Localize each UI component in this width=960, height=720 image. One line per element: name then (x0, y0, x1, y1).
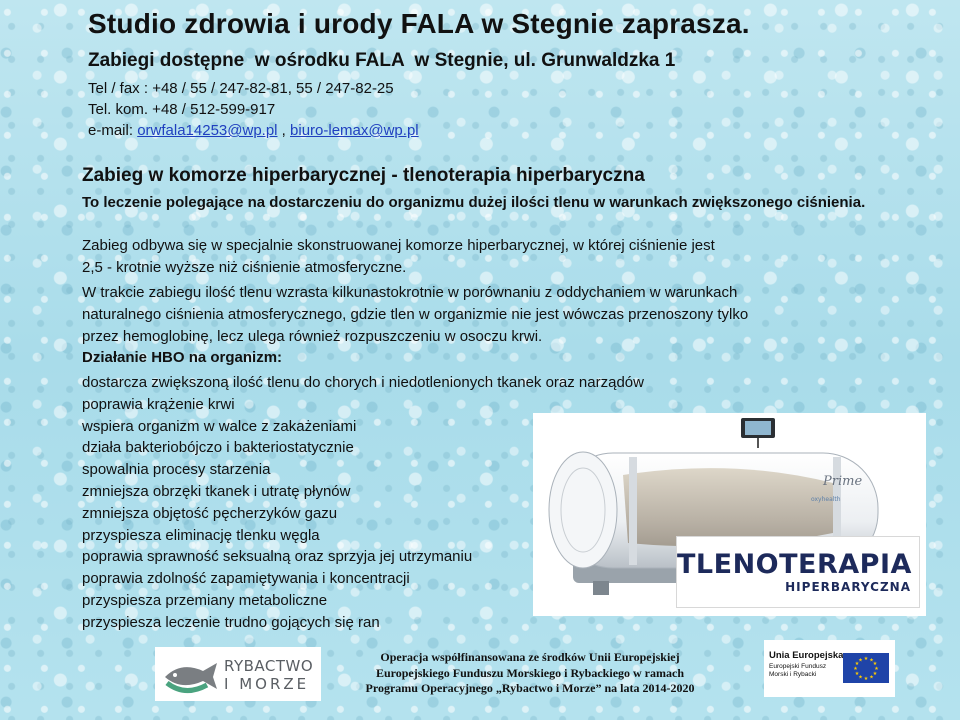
effect-item: działa bakteriobójczo i bakteriostatycznie (82, 439, 354, 457)
funding-line: Europejskiego Funduszu Morskiego i Rybackiego w ramach (375, 665, 685, 680)
email-separator: , (277, 122, 291, 139)
page-subtitle: Zabiegi dostępne w ośrodku FALA w Stegnie, ul. Grunwaldzka 1 (88, 50, 676, 71)
chamber-brand: Prime (823, 474, 863, 489)
eu-fund-line: Europejski Fundusz (769, 663, 827, 670)
paragraph-2-line: naturalnego ciśnienia atmosferycznego, gdzie tlen w organizmie nie jest wówczas przenoszony tylko (82, 306, 749, 323)
eu-fund (769, 663, 826, 679)
svg-text:★: ★ (854, 661, 860, 667)
email-link-2[interactable]: biuro-lemax@wp.pl (290, 122, 419, 139)
label-main: TLENOTERAPIA (677, 549, 912, 580)
effect-item: poprawia krążenie krwi (82, 395, 235, 413)
svg-text:★: ★ (874, 666, 879, 672)
phone-fax: Tel / fax : +48 / 55 / 247-82-81, 55 / 247-82-25 (88, 80, 394, 97)
effect-item: zmniejsza obrzęki tkanek i utratę płynów (82, 482, 351, 500)
rybactwo-i-morze-logo (155, 647, 321, 701)
email-label: e-mail: (88, 122, 138, 139)
paragraph-1 (82, 235, 902, 279)
effect-item: przyspiesza eliminację tlenku węgla (82, 526, 320, 544)
eu-title: Unia Europejska (769, 650, 844, 661)
funding-note (330, 650, 730, 697)
paragraph-2-line: W trakcie zabiegu ilość tlenu wzrasta kilkunastokrotnie w porównaniu z oddychaniem w warunkach (82, 284, 738, 301)
tlenoterapia-label (676, 536, 920, 608)
effect-item: spowalnia procesy starzenia (82, 461, 271, 479)
eu-flag-icon (843, 653, 889, 683)
section-intro: To leczenie polegające na dostarczeniu do organizmu dużej ilości tlenu w warunkach zwiększonego ciśnienia. (82, 194, 866, 211)
svg-text:★: ★ (863, 656, 869, 662)
eu-fund-line: Morski i Rybacki (769, 671, 817, 678)
eu-logo (764, 640, 895, 697)
effect-item: dostarcza zwiększoną ilość tlenu do chorych i niedotlenionych tkanek oraz narządów (82, 374, 644, 391)
funding-line: Programu Operacyjnego „Rybactwo i Morze” na lata 2014-2020 (365, 681, 695, 695)
svg-text:★: ★ (858, 657, 863, 664)
paragraph-2 (82, 282, 902, 348)
paragraph-1-line: Zabieg odbywa się w specjalnie skonstruowanej komorze hiperbarycznej, w której ciśnienie jest (82, 237, 715, 254)
logo-left-line2: I MORZE (224, 675, 310, 693)
chamber-maker: oxyhealth (811, 496, 841, 503)
mobile-phone: Tel. kom. +48 / 512-599-917 (88, 101, 276, 118)
logo-left-line1: RYBACTWO (224, 657, 314, 675)
hyperbaric-chamber-photo (533, 413, 926, 616)
svg-text:★: ★ (869, 657, 874, 664)
email-link-1[interactable]: orwfala14253@wp.pl (137, 122, 278, 139)
effects-title: Działanie HBO na organizm: (82, 349, 283, 366)
svg-text:★: ★ (858, 674, 863, 681)
effect-item: wspiera organizm w walce z zakażeniami (82, 417, 357, 435)
effect-item: zmniejsza objętość pęcherzyków gazu (82, 504, 338, 522)
paragraph-1-line: 2,5 - krotnie wyższe niż ciśnienie atmosferyczne. (82, 259, 407, 276)
funding-line: Operacja współfinansowana ze środków Unii Europejskiej (380, 650, 680, 664)
label-sub: HIPERBARYCZNA (785, 580, 911, 594)
svg-text:★: ★ (863, 676, 869, 682)
fish-icon (159, 647, 223, 701)
email-line (88, 122, 419, 139)
page-title: Studio zdrowia i urody FALA w Stegnie zaprasza. (88, 8, 750, 39)
svg-text:★: ★ (853, 666, 858, 672)
effect-item: przyspiesza przemiany metaboliczne (82, 591, 328, 609)
svg-text:★: ★ (854, 671, 860, 677)
svg-text:★: ★ (869, 674, 874, 681)
section-title: Zabieg w komorze hiperbarycznej - tlenoterapia hiperbaryczna (82, 165, 645, 186)
effect-item: poprawia zdolność zapamiętywania i koncentracji (82, 570, 410, 588)
svg-text:★: ★ (872, 671, 878, 677)
paragraph-2-line: przez hemoglobinę, lecz ulega również rozpuszczeniu w osoczu krwi. (82, 328, 543, 345)
effect-item: poprawia sprawność seksualną oraz sprzyja jej utrzymaniu (82, 548, 473, 566)
svg-text:★: ★ (872, 661, 878, 667)
effect-item: przyspiesza leczenie trudno gojących się ran (82, 613, 380, 631)
